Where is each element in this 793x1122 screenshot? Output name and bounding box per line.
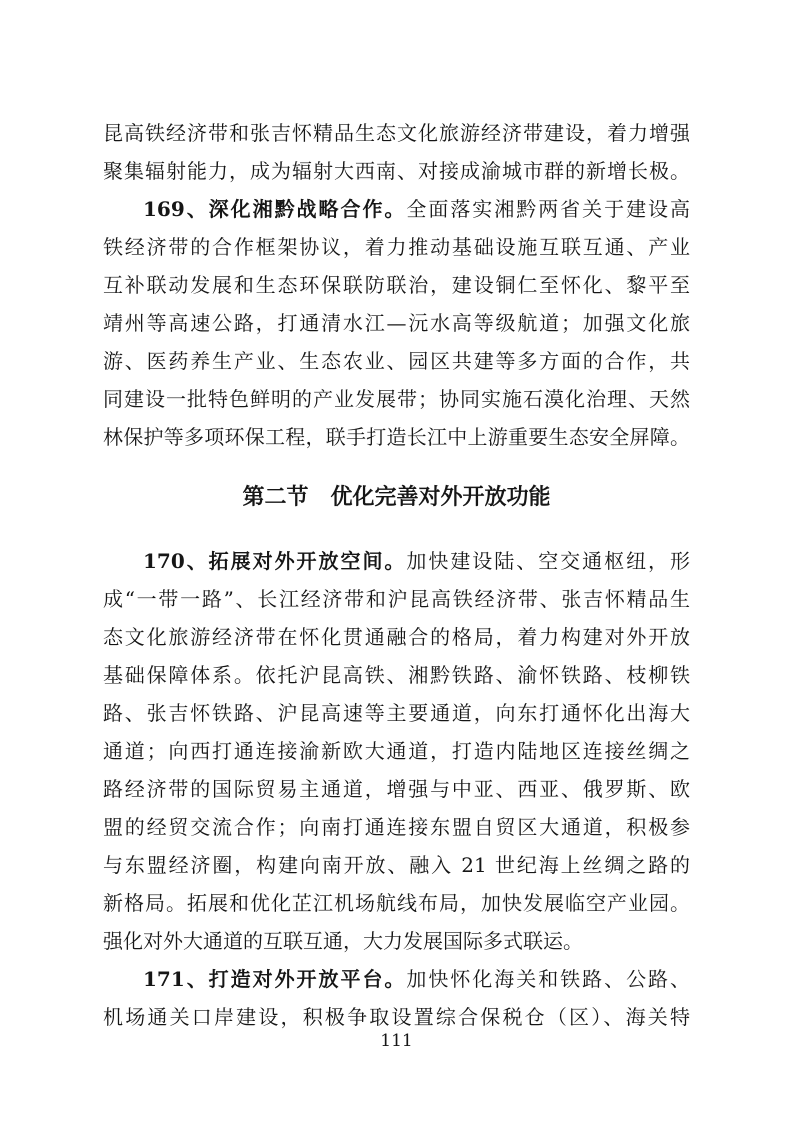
text-line (103, 580, 690, 618)
text-segment: 全面落实湘黔两省关于建设高 (406, 197, 690, 221)
text-line (103, 732, 690, 770)
text-segment: 成“一带一路”、长江经济带和沪昆高铁经济带、张吉怀精品生 (103, 587, 690, 611)
text-segment: 同建设一批特色鲜明的产业发展带；协同实施石漠化治理、天然 (103, 387, 690, 411)
text-line (103, 152, 690, 190)
text-segment: 路、张吉怀铁路、沪昆高速等主要通道，向东打通怀化出海大 (103, 701, 690, 725)
text-segment: 铁经济带的合作框架协议，着力推动基础设施互联互通、产业 (103, 235, 690, 259)
text-line (103, 342, 690, 380)
paragraph-lead: 170、拓展对外开放空间。 (143, 549, 407, 573)
text-line (103, 542, 690, 580)
text-line (103, 884, 690, 922)
text-line (103, 618, 690, 656)
text-segment: 盟的经贸交流合作；向南打通连接东盟自贸区大通道，积极参 (103, 815, 690, 839)
text-segment: 态文化旅游经济带在怀化贯通融合的格局，着力构建对外开放 (103, 625, 690, 649)
text-segment: 通道；向西打通连接渝新欧大通道，打造内陆地区连接丝绸之 (103, 739, 690, 763)
text-segment: 林保护等多项环保工程，联手打造长江中上游重要生态安全屏障。 (103, 425, 690, 449)
paragraph-lead: 169、深化湘黔战略合作。 (143, 197, 407, 221)
text-line (103, 380, 690, 418)
text-line (103, 808, 690, 846)
text-line (103, 228, 690, 266)
text-line (103, 114, 690, 152)
text-segment: 互补联动发展和生态环保联防联治，建设铜仁至怀化、黎平至 (103, 273, 690, 297)
text-segment: 新格局。拓展和优化芷江机场航线布局，加快发展临空产业园。 (103, 891, 690, 915)
page-number: 111 (380, 1031, 413, 1051)
text-segment: 聚集辐射能力，成为辐射大西南、对接成渝城市群的新增长极。 (103, 159, 690, 183)
text-segment: 靖州等高速公路，打通清水江—沅水高等级航道；加强文化旅 (103, 311, 690, 335)
text-line (103, 304, 690, 342)
text-line (103, 846, 690, 884)
text-segment: 昆高铁经济带和张吉怀精品生态文化旅游经济带建设，着力增强 (103, 121, 690, 145)
text-line (103, 266, 690, 304)
text-segment: 加快怀化海关和铁路、公路、 (406, 967, 690, 991)
text-line (103, 418, 690, 456)
document-body (103, 114, 690, 1036)
section-heading: 第二节 优化完善对外开放功能 (242, 484, 551, 510)
text-segment: 游、医药养生产业、生态农业、园区共建等多方面的合作，共 (103, 349, 690, 373)
paragraph-lead: 171、打造对外开放平台。 (143, 967, 407, 991)
text-segment: 强化对外大通道的互联互通，大力发展国际多式联运。 (103, 929, 583, 953)
text-line (103, 190, 690, 228)
text-segment: 基础保障体系。依托沪昆高铁、湘黔铁路、渝怀铁路、枝柳铁 (103, 663, 690, 687)
text-segment: 路经济带的国际贸易主通道，增强与中亚、西亚、俄罗斯、欧 (103, 777, 690, 801)
text-line (103, 656, 690, 694)
text-line (103, 960, 690, 998)
text-line (103, 770, 690, 808)
text-line (103, 922, 690, 960)
text-line (103, 694, 690, 732)
text-segment: 机场通关口岸建设，积极争取设置综合保税仓（区）、海关特 (103, 1005, 690, 1029)
text-segment: 加快建设陆、空交通枢纽，形 (406, 549, 690, 573)
text-segment: 与东盟经济圈，构建向南开放、融入 21 世纪海上丝绸之路的 (103, 853, 690, 877)
